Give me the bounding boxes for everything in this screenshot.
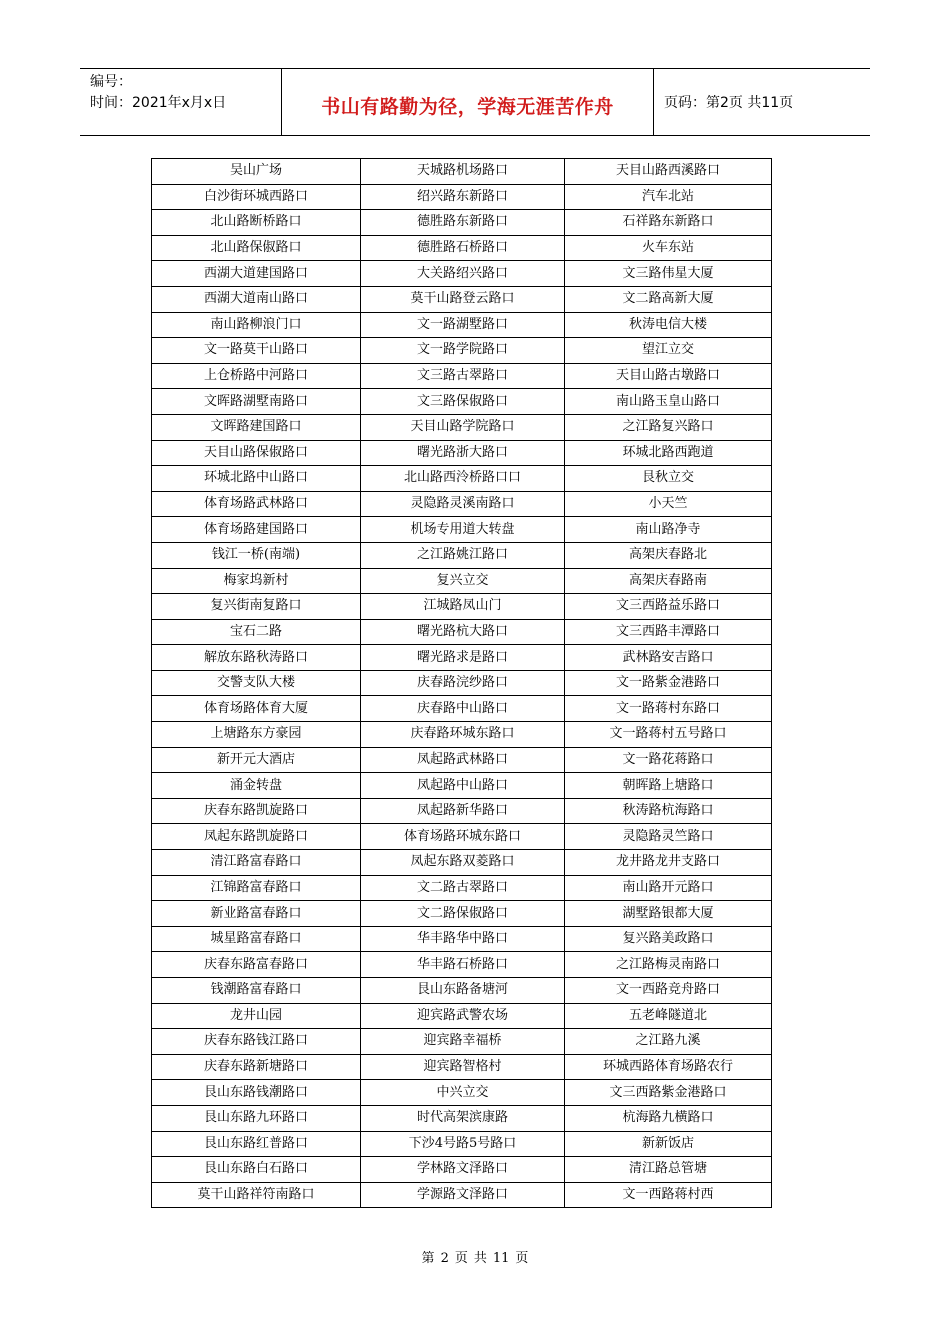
table-cell: 体育场路建国路口 — [152, 517, 361, 543]
table-cell: 凤起路武林路口 — [361, 747, 565, 773]
table-cell: 凤起东路双菱路口 — [361, 850, 565, 876]
table-cell: 大关路绍兴路口 — [361, 261, 565, 287]
table-cell: 文三路伟星大厦 — [565, 261, 772, 287]
table-row — [152, 312, 772, 338]
table-cell: 天目山路西溪路口 — [565, 159, 772, 185]
table-cell: 艮山东路备塘河 — [361, 978, 565, 1004]
table-cell: 莫干山路登云路口 — [361, 286, 565, 312]
table-cell: 文一路莫干山路口 — [152, 338, 361, 364]
table-cell: 之江路梅灵南路口 — [565, 952, 772, 978]
table-row — [152, 466, 772, 492]
table-cell: 艮山东路九环路口 — [152, 1105, 361, 1131]
table-cell: 曙光路求是路口 — [361, 645, 565, 671]
table-row — [152, 1029, 772, 1055]
table-row — [152, 645, 772, 671]
table-cell: 复兴街南复路口 — [152, 594, 361, 620]
table-cell: 新新饭店 — [565, 1131, 772, 1157]
table-cell: 新开元大酒店 — [152, 747, 361, 773]
table-row — [152, 389, 772, 415]
table-cell: 文一路蒋村五号路口 — [565, 722, 772, 748]
table-row — [152, 978, 772, 1004]
table-cell: 凤起路中山路口 — [361, 773, 565, 799]
table-row — [152, 1131, 772, 1157]
table-cell: 文三西路紫金港路口 — [565, 1080, 772, 1106]
table-cell: 龙井山园 — [152, 1003, 361, 1029]
table-cell: 莫干山路祥符南路口 — [152, 1182, 361, 1208]
table-cell: 高架庆春路南 — [565, 568, 772, 594]
table-cell: 天城路机场路口 — [361, 159, 565, 185]
table-row — [152, 1054, 772, 1080]
table-row — [152, 1003, 772, 1029]
table-cell: 体育场路环城东路口 — [361, 824, 565, 850]
table-row — [152, 824, 772, 850]
header-motto: 书山有路勤为径，学海无涯苦作舟 — [282, 69, 654, 135]
table-cell: 上仓桥路中河路口 — [152, 363, 361, 389]
table-cell: 下沙4号路5号路口 — [361, 1131, 565, 1157]
table-row — [152, 517, 772, 543]
table-cell: 机场专用道大转盘 — [361, 517, 565, 543]
document-date-label: 时间：2021年x月x日 — [90, 95, 227, 111]
footer-current-page: 2 — [440, 1251, 449, 1266]
table-cell: 文一路蒋村东路口 — [565, 696, 772, 722]
table-cell: 灵隐路灵溪南路口 — [361, 491, 565, 517]
table-cell: 复兴立交 — [361, 568, 565, 594]
table-cell: 庆春东路钱江路口 — [152, 1029, 361, 1055]
table-cell: 文二路高新大厦 — [565, 286, 772, 312]
table-cell: 绍兴路东新路口 — [361, 184, 565, 210]
table-cell: 时代高架滨康路 — [361, 1105, 565, 1131]
table-cell: 江城路凤山门 — [361, 594, 565, 620]
table-row — [152, 414, 772, 440]
table-cell: 清江路总管塘 — [565, 1157, 772, 1183]
table-cell: 吴山广场 — [152, 159, 361, 185]
table-cell: 曙光路杭大路口 — [361, 619, 565, 645]
table-cell: 文一西路竞舟路口 — [565, 978, 772, 1004]
table-cell: 迎宾路智格村 — [361, 1054, 565, 1080]
intersection-table — [151, 158, 772, 1208]
table-cell: 钱江一桥(南端) — [152, 542, 361, 568]
table-cell: 艮山东路白石路口 — [152, 1157, 361, 1183]
footer-word: 页 — [454, 1251, 468, 1266]
table-row — [152, 235, 772, 261]
document-number-label: 编号： — [90, 74, 132, 90]
table-cell: 天目山路古墩路口 — [565, 363, 772, 389]
table-cell: 学林路文泽路口 — [361, 1157, 565, 1183]
table-row — [152, 747, 772, 773]
table-cell: 五老峰隧道北 — [565, 1003, 772, 1029]
table-cell: 文三西路丰潭路口 — [565, 619, 772, 645]
table-cell: 凤起东路凯旋路口 — [152, 824, 361, 850]
table-cell: 文三路古翠路口 — [361, 363, 565, 389]
table-cell: 天目山路学院路口 — [361, 414, 565, 440]
table-row — [152, 210, 772, 236]
table-cell: 文一路紫金港路口 — [565, 670, 772, 696]
table-cell: 上塘路东方豪园 — [152, 722, 361, 748]
table-cell: 艮山东路红普路口 — [152, 1131, 361, 1157]
table-cell: 西湖大道南山路口 — [152, 286, 361, 312]
table-cell: 华丰路石桥路口 — [361, 952, 565, 978]
table-cell: 望江立交 — [565, 338, 772, 364]
table-cell: 小天竺 — [565, 491, 772, 517]
table-cell: 复兴路美政路口 — [565, 926, 772, 952]
table-cell: 白沙街环城西路口 — [152, 184, 361, 210]
table-row — [152, 722, 772, 748]
table-row — [152, 875, 772, 901]
table-cell: 文晖路湖墅南路口 — [152, 389, 361, 415]
table-row — [152, 952, 772, 978]
table-cell: 钱潮路富春路口 — [152, 978, 361, 1004]
table-cell: 迎宾路幸福桥 — [361, 1029, 565, 1055]
table-cell: 庆春东路新塘路口 — [152, 1054, 361, 1080]
table-cell: 龙井路龙井支路口 — [565, 850, 772, 876]
table-cell: 江锦路富春路口 — [152, 875, 361, 901]
table-cell: 曙光路浙大路口 — [361, 440, 565, 466]
table-row — [152, 901, 772, 927]
table-cell: 交警支队大楼 — [152, 670, 361, 696]
table-cell: 石祥路东新路口 — [565, 210, 772, 236]
table-cell: 武林路安吉路口 — [565, 645, 772, 671]
table-row — [152, 670, 772, 696]
table-cell: 学源路文泽路口 — [361, 1182, 565, 1208]
footer-word: 页 — [515, 1251, 529, 1266]
table-cell: 体育场路体育大厦 — [152, 696, 361, 722]
table-cell: 南山路开元路口 — [565, 875, 772, 901]
intersection-table-body — [152, 159, 772, 1208]
table-row — [152, 1157, 772, 1183]
table-cell: 文三路保俶路口 — [361, 389, 565, 415]
header-page-number: 页码：第2页 共11页 — [664, 95, 794, 111]
table-cell: 庆春路浣纱路口 — [361, 670, 565, 696]
table-row — [152, 798, 772, 824]
table-cell: 环城西路体育场路农行 — [565, 1054, 772, 1080]
table-cell: 文二路古翠路口 — [361, 875, 565, 901]
table-cell: 艮山东路钱潮路口 — [152, 1080, 361, 1106]
table-cell: 艮秋立交 — [565, 466, 772, 492]
table-cell: 北山路保俶路口 — [152, 235, 361, 261]
table-cell: 清江路富春路口 — [152, 850, 361, 876]
table-row — [152, 1182, 772, 1208]
table-cell: 庆春东路凯旋路口 — [152, 798, 361, 824]
table-row — [152, 542, 772, 568]
table-cell: 梅家坞新村 — [152, 568, 361, 594]
table-row — [152, 286, 772, 312]
table-cell: 宝石二路 — [152, 619, 361, 645]
table-cell: 中兴立交 — [361, 1080, 565, 1106]
table-cell: 体育场路武林路口 — [152, 491, 361, 517]
table-cell: 北山路西泠桥路口口 — [361, 466, 565, 492]
table-row — [152, 184, 772, 210]
table-row — [152, 773, 772, 799]
page-header — [80, 68, 870, 136]
table-cell: 文三西路益乐路口 — [565, 594, 772, 620]
table-cell: 南山路玉皇山路口 — [565, 389, 772, 415]
table-cell: 华丰路华中路口 — [361, 926, 565, 952]
table-cell: 高架庆春路北 — [565, 542, 772, 568]
table-cell: 西湖大道建国路口 — [152, 261, 361, 287]
table-row — [152, 568, 772, 594]
table-cell: 北山路断桥路口 — [152, 210, 361, 236]
footer-word: 第 — [421, 1251, 435, 1266]
table-cell: 庆春路环城东路口 — [361, 722, 565, 748]
table-row — [152, 440, 772, 466]
table-cell: 城星路富春路口 — [152, 926, 361, 952]
table-cell: 之江路姚江路口 — [361, 542, 565, 568]
table-row — [152, 1080, 772, 1106]
table-cell: 文晖路建国路口 — [152, 414, 361, 440]
table-row — [152, 696, 772, 722]
footer-word: 共 — [473, 1251, 487, 1266]
table-cell: 杭海路九横路口 — [565, 1105, 772, 1131]
table-cell: 文二路保俶路口 — [361, 901, 565, 927]
table-cell: 秋涛电信大楼 — [565, 312, 772, 338]
table-cell: 文一路湖墅路口 — [361, 312, 565, 338]
table-cell: 南山路净寺 — [565, 517, 772, 543]
table-row — [152, 338, 772, 364]
header-meta — [80, 69, 282, 135]
table-cell: 南山路柳浪门口 — [152, 312, 361, 338]
table-row — [152, 619, 772, 645]
footer-total-pages: 11 — [492, 1251, 510, 1266]
table-cell: 火车东站 — [565, 235, 772, 261]
table-cell: 文一路学院路口 — [361, 338, 565, 364]
table-cell: 天目山路保俶路口 — [152, 440, 361, 466]
table-cell: 德胜路东新路口 — [361, 210, 565, 236]
table-row — [152, 926, 772, 952]
table-cell: 凤起路新华路口 — [361, 798, 565, 824]
table-cell: 环城北路中山路口 — [152, 466, 361, 492]
table-cell: 灵隐路灵竺路口 — [565, 824, 772, 850]
table-cell: 之江路九溪 — [565, 1029, 772, 1055]
table-cell: 解放东路秋涛路口 — [152, 645, 361, 671]
table-row — [152, 850, 772, 876]
table-cell: 之江路复兴路口 — [565, 414, 772, 440]
table-cell: 迎宾路武警农场 — [361, 1003, 565, 1029]
table-cell: 庆春路中山路口 — [361, 696, 565, 722]
table-row — [152, 159, 772, 185]
table-row — [152, 363, 772, 389]
table-cell: 湖墅路银都大厦 — [565, 901, 772, 927]
table-cell: 新业路富春路口 — [152, 901, 361, 927]
table-cell: 汽车北站 — [565, 184, 772, 210]
table-row — [152, 1105, 772, 1131]
table-cell: 秋涛路杭海路口 — [565, 798, 772, 824]
table-row — [152, 261, 772, 287]
table-cell: 朝晖路上塘路口 — [565, 773, 772, 799]
table-cell: 庆春东路富春路口 — [152, 952, 361, 978]
table-cell: 文一西路蒋村西 — [565, 1182, 772, 1208]
table-cell: 涌金转盘 — [152, 773, 361, 799]
table-cell: 德胜路石桥路口 — [361, 235, 565, 261]
table-row — [152, 594, 772, 620]
table-row — [152, 491, 772, 517]
table-cell: 环城北路西跑道 — [565, 440, 772, 466]
page-footer — [0, 1247, 950, 1266]
table-cell: 文一路花蒋路口 — [565, 747, 772, 773]
